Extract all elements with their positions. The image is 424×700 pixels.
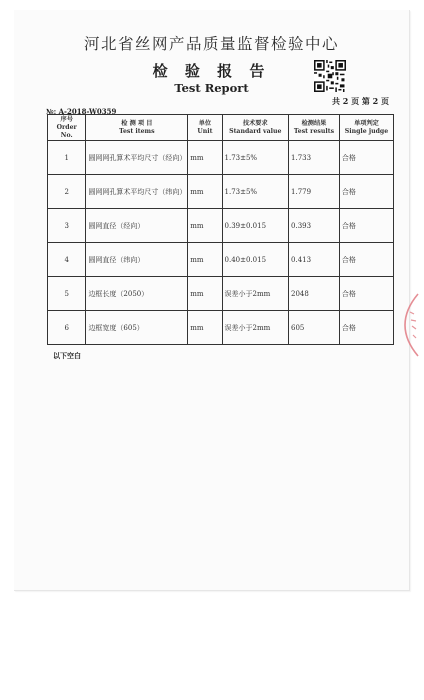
page-info: 共 2 页 第 2 页 [331, 96, 389, 106]
table-row [48, 243, 394, 277]
end-of-content-note: 以下空白 [53, 351, 81, 360]
cell-standard: 1.73±5% [222, 141, 288, 175]
table-row [48, 311, 394, 345]
cell-result: 1.733 [289, 141, 340, 175]
header-single-judge: 单项判定 Single judge [339, 115, 393, 141]
cell-order-no: 1 [48, 141, 86, 175]
table-row [48, 175, 394, 209]
cell-unit: mm [188, 175, 222, 209]
cell-judge: 合格 [339, 311, 393, 345]
cell-judge: 合格 [339, 277, 393, 311]
table-row [48, 277, 394, 311]
cell-order-no: 6 [48, 311, 86, 345]
report-number: №: A-2018-W0359 [46, 107, 117, 116]
header-standard-value: 技术要求 Standard value [222, 115, 288, 141]
report-sheet [14, 10, 410, 591]
cell-test-item: 圆网直径（纬向） [86, 243, 188, 277]
cell-test-item: 边框宽度（605） [86, 311, 188, 345]
cell-result: 0.393 [289, 209, 340, 243]
cell-standard: 误差小于2mm [222, 277, 288, 311]
cell-standard: 0.40±0.015 [222, 243, 288, 277]
cell-judge: 合格 [339, 243, 393, 277]
cell-standard: 0.39±0.015 [222, 209, 288, 243]
qr-code-icon [314, 60, 346, 92]
organization-name: 河北省丝网产品质量监督检验中心 [83, 35, 339, 53]
cell-order-no: 4 [48, 243, 86, 277]
cell-unit: mm [188, 277, 222, 311]
header-test-items: 检 测 项 目 Test items [86, 115, 188, 141]
header-order-no: 序号 Order No. [48, 115, 86, 141]
cell-judge: 合格 [339, 175, 393, 209]
report-title-cn: 检 验 报 告 [152, 62, 271, 80]
cell-result: 0.413 [289, 243, 340, 277]
cell-order-no: 5 [48, 277, 86, 311]
cell-test-item: 边框长度（2050） [86, 277, 188, 311]
cell-result: 1.779 [289, 175, 340, 209]
cell-unit: mm [188, 311, 222, 345]
cell-unit: mm [188, 243, 222, 277]
cell-judge: 合格 [339, 209, 393, 243]
seal-stamp-icon [388, 290, 424, 360]
cell-test-item: 圆网网孔算术平均尺寸（纬向） [86, 175, 188, 209]
cell-unit: mm [188, 141, 222, 175]
cell-order-no: 3 [48, 209, 86, 243]
header-test-results: 检测结果 Test results [289, 115, 340, 141]
table-row [48, 209, 394, 243]
cell-judge: 合格 [339, 141, 393, 175]
cell-test-item: 圆网网孔算术平均尺寸（经向） [86, 141, 188, 175]
results-table [47, 114, 394, 345]
header-unit: 单位 Unit [188, 115, 222, 141]
cell-order-no: 2 [48, 175, 86, 209]
cell-unit: mm [188, 209, 222, 243]
cell-standard: 1.73±5% [222, 175, 288, 209]
cell-standard: 误差小于2mm [222, 311, 288, 345]
cell-test-item: 圆网直径（经向） [86, 209, 188, 243]
table-row [48, 141, 394, 175]
cell-result: 605 [289, 311, 340, 345]
cell-result: 2048 [289, 277, 340, 311]
report-title-en: Test Report [174, 81, 249, 95]
table-header-row [48, 115, 394, 141]
